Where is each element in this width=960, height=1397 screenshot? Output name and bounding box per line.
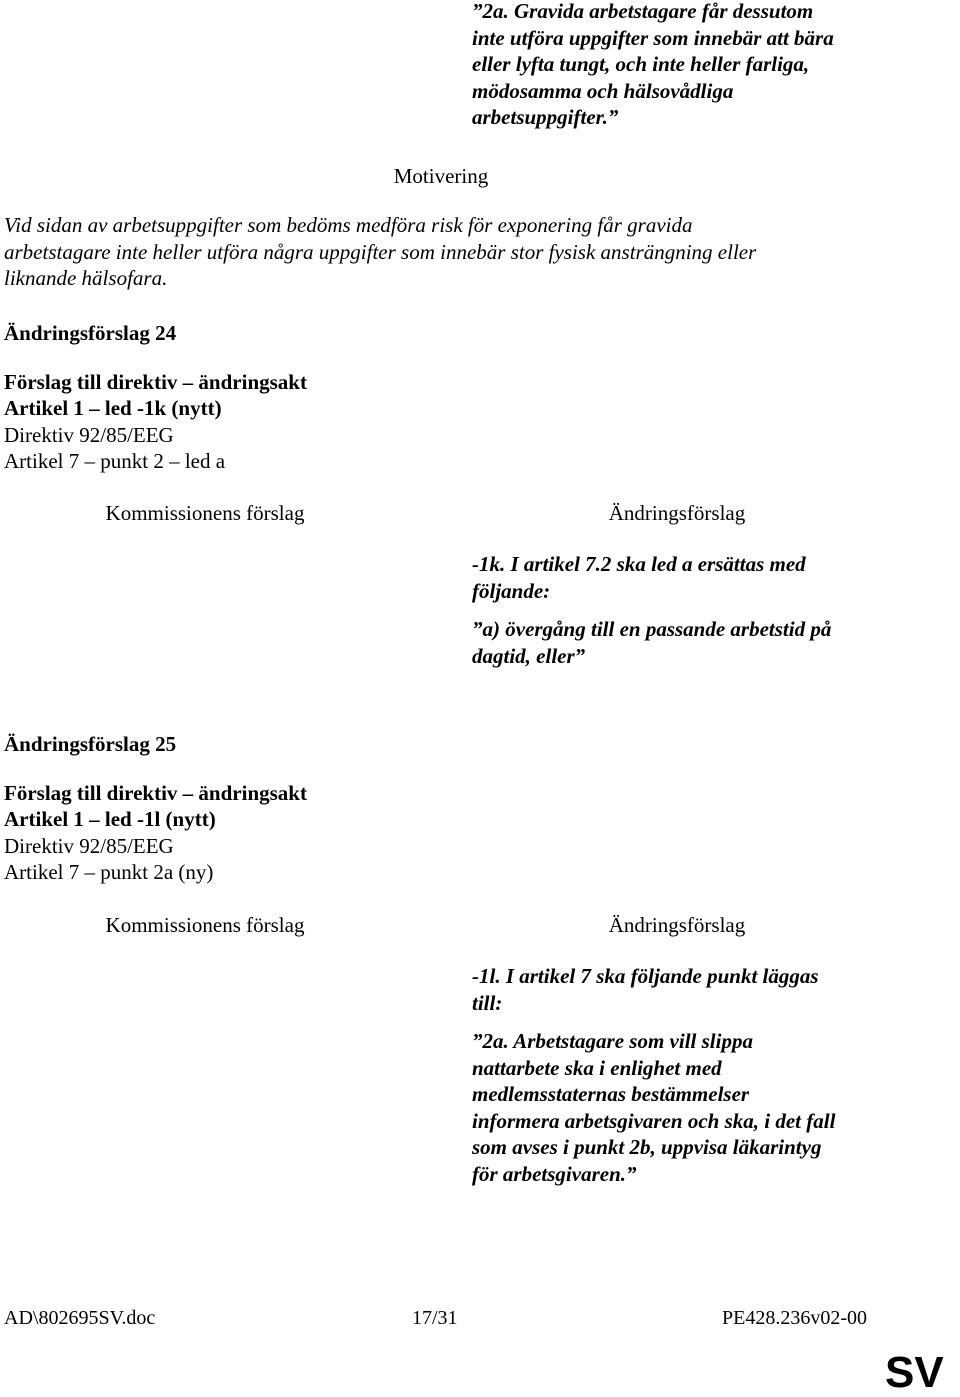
top-quote: [472, 0, 882, 131]
amendment-25-right-para1: [472, 963, 882, 1016]
amendment-24-commission-header: Kommissionens förslag: [105, 501, 305, 525]
amendment-25-amendment-header: Ändringsförslag: [608, 913, 746, 937]
top-quote-line: ”2a. Gravida arbetstagare får dessutom: [472, 0, 814, 23]
reference-line: Artikel 1 – led -1k (nytt): [4, 396, 222, 421]
amendment-25-title: Ändringsförslag 25: [4, 732, 177, 756]
reference-line: Artikel 7 – punkt 2a (ny): [4, 859, 214, 884]
reference-line: Artikel 7 – punkt 2 – led a: [4, 448, 226, 473]
reference-line: Förslag till direktiv – ändringsakt: [4, 370, 307, 394]
amendment-line: nattarbete ska i enlighet med: [472, 1055, 722, 1080]
amendment-line: ”2a. Arbetstagare som vill slippa: [472, 1029, 753, 1053]
amendment-24-right-para1: [472, 551, 882, 604]
reference-line: Direktiv 92/85/EEG: [4, 422, 174, 447]
amendment-line: för arbetsgivaren.”: [472, 1161, 637, 1186]
reference-line: Förslag till direktiv – ändringsakt: [4, 781, 307, 805]
amendment-25-commission-header: Kommissionens förslag: [105, 913, 305, 937]
motivation-text: [4, 212, 904, 292]
footer-doc-ref: AD\802695SV.doc: [4, 1307, 156, 1329]
top-quote-line: arbetsuppgifter.”: [472, 105, 619, 129]
amendment-24-title: Ändringsförslag 24: [4, 321, 177, 345]
motivation-heading: Motivering: [393, 164, 489, 188]
amendment-line: -1k. I artikel 7.2 ska led a ersättas med: [472, 552, 806, 576]
reference-line: Direktiv 92/85/EEG: [4, 833, 174, 858]
amendment-line: som avses i punkt 2b, uppvisa läkarintyg: [472, 1135, 822, 1159]
amendment-25-reference: [4, 780, 307, 885]
amendment-24-reference: [4, 369, 307, 474]
amendment-line: följande:: [472, 578, 551, 603]
top-quote-line: inte utföra uppgifter som innebär att bära: [472, 25, 834, 50]
footer-language-code: SV: [885, 1348, 944, 1397]
reference-line: Artikel 1 – led -1l (nytt): [4, 807, 216, 832]
motivation-line: Vid sidan av arbetsuppgifter som bedöms medföra risk för exponering får gravida: [4, 213, 693, 237]
amendment-25-right-para2: [472, 1028, 882, 1187]
motivation-line: arbetstagare inte heller utföra några uppgifter som innebär stor fysisk ansträngning eller: [4, 239, 757, 264]
amendment-line: ”a) övergång till en passande arbetstid på: [472, 617, 832, 641]
top-quote-line: eller lyfta tungt, och inte heller farliga,: [472, 52, 810, 76]
amendment-line: till:: [472, 990, 503, 1015]
amendment-line: -1l. I artikel 7 ska följande punkt läggas: [472, 964, 819, 988]
amendment-line: informera arbetsgivaren och ska, i det fall: [472, 1108, 836, 1133]
top-quote-line: mödosamma och hälsovådliga: [472, 78, 734, 103]
amendment-line: dagtid, eller”: [472, 643, 586, 668]
footer-page-number: 17/31: [412, 1307, 458, 1329]
amendment-24-right-para2: [472, 616, 882, 669]
amendment-line: medlemsstaternas bestämmelser: [472, 1082, 750, 1106]
motivation-line: liknande hälsofara.: [4, 266, 168, 290]
footer-pe-ref: PE428.236v02-00: [722, 1307, 867, 1329]
amendment-24-amendment-header: Ändringsförslag: [608, 501, 746, 525]
